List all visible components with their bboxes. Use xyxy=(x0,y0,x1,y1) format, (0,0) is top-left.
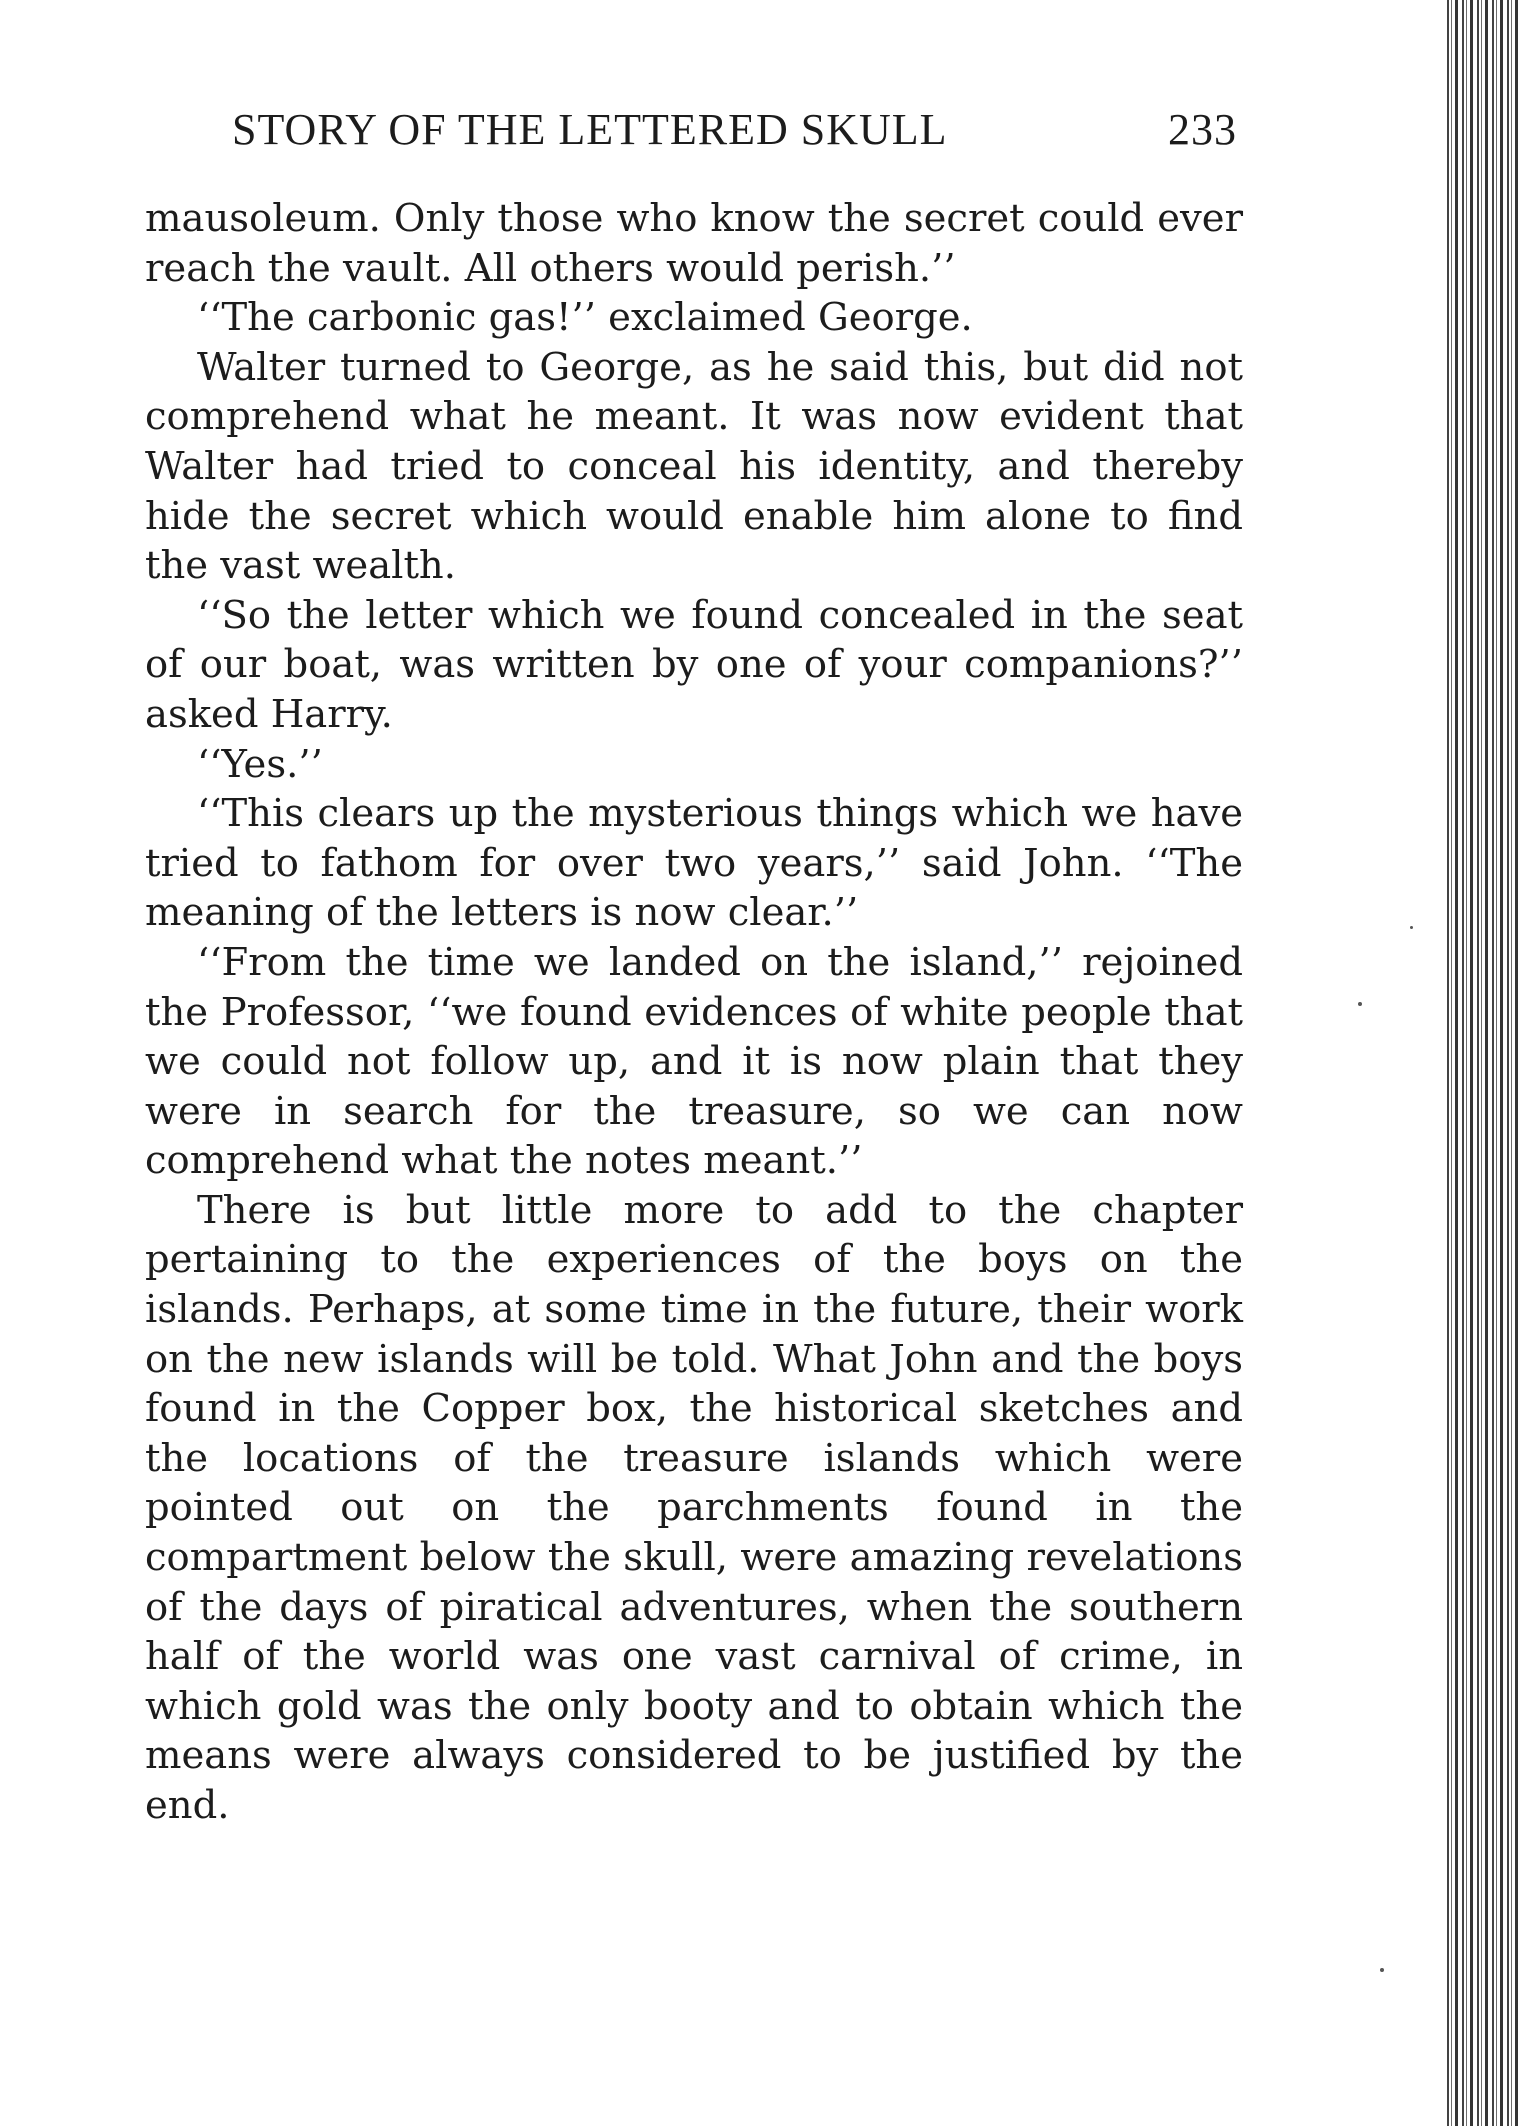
paragraph: Walter turned to George, as he said this, but did not comprehend what he meant. It was now evident that Walter had tried to conceal his identity, and thereby hide the secret which would enable him alone to find the vast wealth. xyxy=(145,344,1243,589)
paragraph: ‘‘So the letter which we found concealed in the seat of our boat, was written by one of your companions?’’ asked Harry. xyxy=(145,592,1243,737)
page-number: 233 xyxy=(1168,105,1237,154)
paragraph-continuation: mausoleum. Only those who know the secret could ever reach the vault. All others would perish.’’ xyxy=(145,196,1243,291)
paper-speck xyxy=(1410,926,1413,929)
paragraph: ‘‘Yes.’’ xyxy=(197,741,323,787)
running-header xyxy=(232,104,1237,164)
paragraph: ‘‘This clears up the mysterious things which we have tried to fathom for over two years,’’ said John. ‘‘The meaning of the letters is now clear.’’ xyxy=(145,791,1243,936)
body-text xyxy=(145,194,1243,1831)
paper-speck xyxy=(1358,1002,1362,1006)
paper-speck xyxy=(1380,1968,1384,1972)
paragraph: ‘‘The carbonic gas!’’ exclaimed George. xyxy=(197,295,973,341)
paragraph: ‘‘From the time we landed on the island,’’ rejoined the Professor, ‘‘we found evidences of white people that we could not follow up, and it is now plain that they were in search for the treasure, so we can now comprehend what the notes meant.’’ xyxy=(145,939,1243,1184)
book-spine-edge xyxy=(1445,0,1518,2126)
running-header-title: STORY OF THE LETTERED SKULL xyxy=(232,105,948,154)
paragraph: There is but little more to add to the chapter pertaining to the experiences of the boys on the islands. Perhaps, at some time in the future, their work on the new islands will be told. What John and the boys found in the Copper box, the historical sketches and the locations of the treasure islands which were pointed out on the parchments found in the compartment below the skull, were amazing revelations of the days of piratical adventures, when the southern half of the world was one vast carnival of crime, in which gold was the only booty and to obtain which the means were always considered to be justified by the end. xyxy=(145,1187,1243,1828)
